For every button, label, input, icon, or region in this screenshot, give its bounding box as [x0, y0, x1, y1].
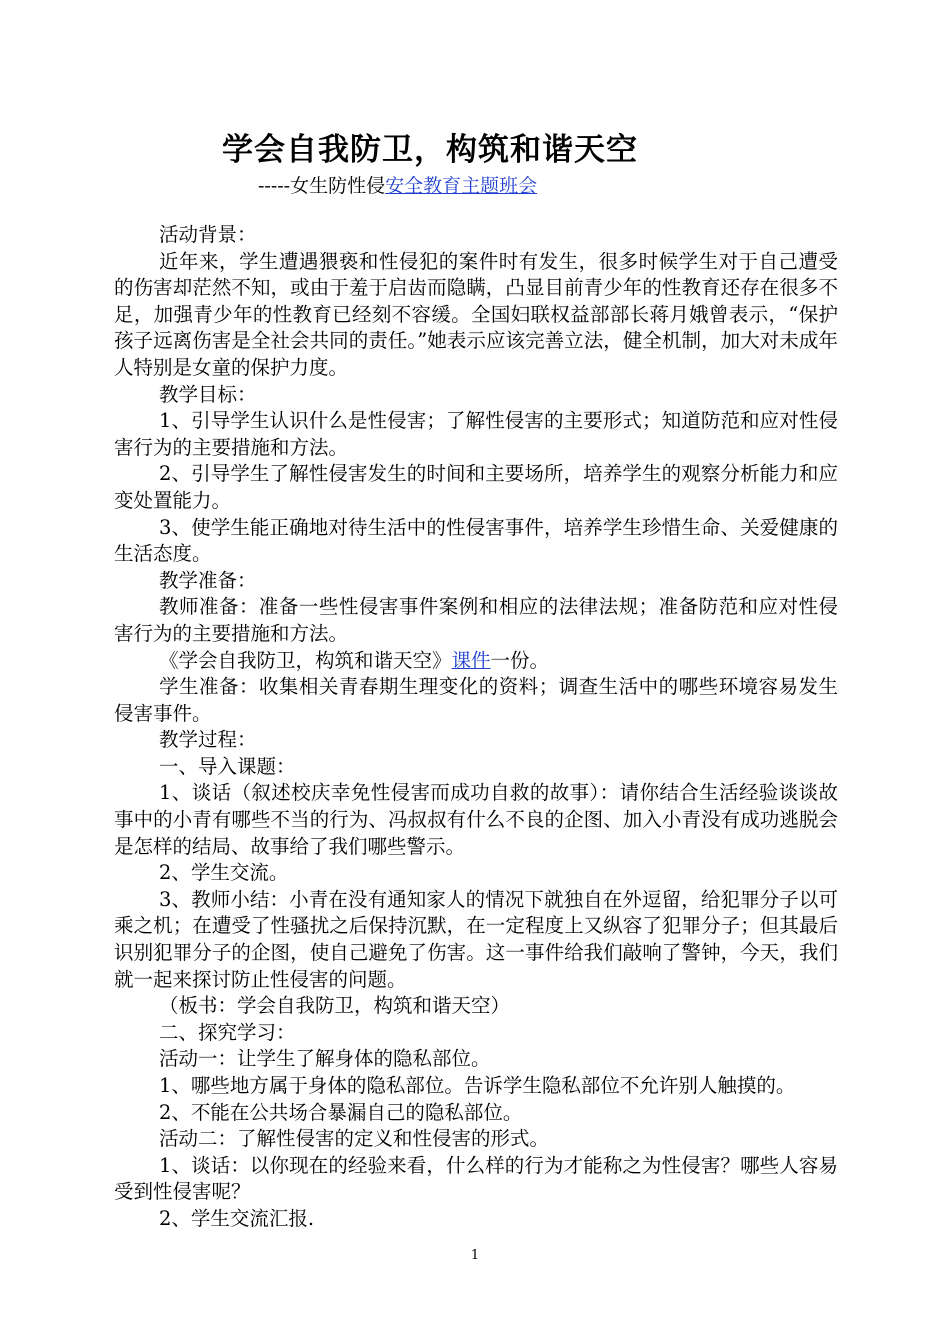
activity-2-item-2: 2、学生交流汇报.: [159, 1206, 315, 1230]
intro-item-1: 1、谈话（叙述校庆幸免性侵害而成功自救的故事）：请你结合生活经验谈谈故事中的小青有哪些不当的行为、冯叔叔有什么不良的企图、加入小青没有成功逃脱会是怎样的结局、故事给了我们哪些警示。: [114, 781, 838, 858]
courseware-line: [114, 648, 838, 675]
activity-2-item-1: 1、谈话：以你现在的经验来看，什么样的行为才能称之为性侵害？哪些人容易受到性侵害呢？: [114, 1153, 838, 1204]
activity-1-item-2: 2、不能在公共场合暴漏自己的隐私部位。: [159, 1100, 523, 1124]
subtitle-prefix: -----女生防性侵: [258, 175, 386, 197]
document-body: [114, 222, 838, 1233]
teacher-preparation: 教师准备：准备一些性侵害事件案例和相应的法律法规；准备防范和应对性侵害行为的主要措施和方法。: [114, 595, 838, 645]
document-subtitle: [258, 172, 537, 200]
objective-item-2: 2、引导学生了解性侵害发生的时间和主要场所，培养学生的观察分析能力和应变处置能力。: [114, 462, 838, 512]
section-heading-background: 活动背景：: [159, 223, 257, 246]
section-heading-objectives: 教学目标：: [159, 382, 257, 406]
page-number: 1: [470, 1248, 480, 1263]
activity-2-heading: 活动二：了解性侵害的定义和性侵害的形式。: [159, 1127, 550, 1151]
courseware-prefix: 《学会自我防卫，构筑和谐天空》: [159, 648, 452, 672]
courseware-suffix: 一份。: [490, 648, 550, 672]
objective-item-1: 1、引导学生认识什么是性侵害；了解性侵害的主要形式；知道防范和应对性侵害行为的主要措施和方法。: [114, 409, 838, 459]
objective-item-3: 3、使学生能正确地对待生活中的性侵害事件，培养学生珍惜生命、关爱健康的生活态度。: [114, 515, 838, 566]
paragraph-background: 近年来，学生遭遇猥亵和性侵犯的案件时有发生，很多时候学生对于自己遭受的伤害却茫然不知，或由于羞于启齿而隐瞒，凸显目前青少年的性教育还存在很多不足，加强青少年的性教育已经刻不容缓。全国妇联权益部部长蒋月娥曾表示，“保护孩子远离伤害是全社会共同的责任。”她表示应该完善立法，健全机制，加大对未成年人特别是女童的保护力度。: [114, 249, 838, 379]
activity-1-item-1: 1、哪些地方属于身体的隐私部位。告诉学生隐私部位不允许别人触摸的。: [159, 1074, 796, 1097]
courseware-link[interactable]: 课件: [451, 648, 491, 672]
section-heading-preparation: 教学准备：: [159, 568, 257, 592]
activity-1-heading: 活动一：让学生了解身体的隐私部位。: [159, 1047, 491, 1071]
blackboard-note: （板书：学会自我防卫，构筑和谐天空）: [159, 994, 511, 1018]
section-heading-process: 教学过程：: [159, 728, 257, 752]
document-title: 学会自我防卫，构筑和谐天空: [222, 132, 638, 168]
subheading-exploration: 二、探究学习：: [159, 1020, 296, 1044]
intro-item-3: 3、教师小结：小青在没有通知家人的情况下就独自在外逗留，给犯罪分子以可乘之机；在遭受了性骚扰之后保持沉默，在一定程度上又纵容了犯罪分子；但其最后识别犯罪分子的企图，使自己避免了伤害。这一事件给我们敲响了警钟，今天，我们就一起来探讨防止性侵害的问题。: [114, 887, 838, 991]
subtitle-link[interactable]: 安全教育主题班会: [385, 175, 538, 197]
intro-item-2: 2、学生交流。: [159, 861, 289, 885]
student-preparation: 学生准备：收集相关青春期生理变化的资料；调查生活中的哪些环境容易发生侵害事件。: [114, 675, 838, 725]
subheading-introduction: 一、导入课题：: [159, 754, 296, 778]
